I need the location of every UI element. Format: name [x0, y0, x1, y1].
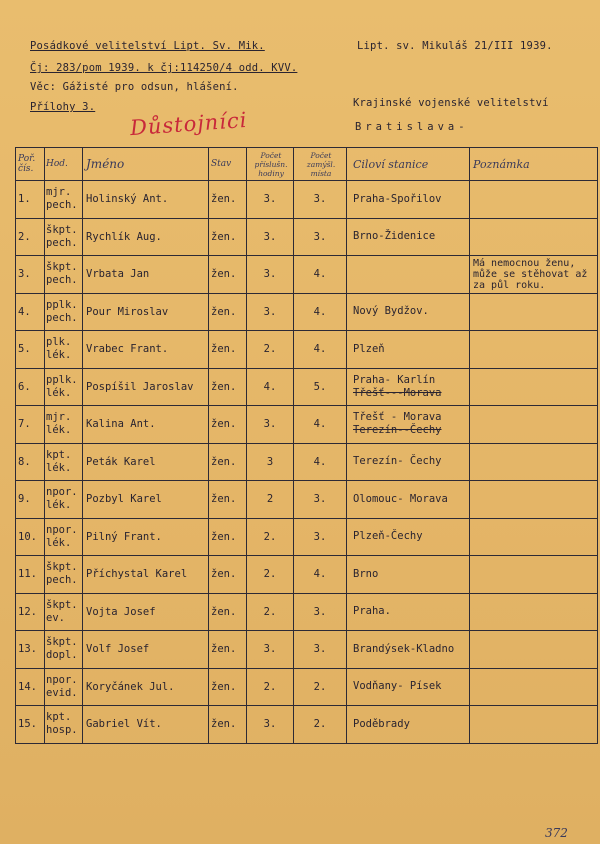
- cell-count-b: 3.: [294, 181, 347, 219]
- cell-name: Pozbyl Karel: [83, 481, 209, 519]
- cell-status: žen.: [209, 481, 247, 519]
- cell-destination: Brandýsek-Kladno: [347, 631, 470, 669]
- cell-count-a: 2.: [247, 556, 294, 594]
- cell-destination: Brno-Židenice: [347, 218, 470, 256]
- cell-count-a: 3.: [247, 218, 294, 256]
- cell-number: 13.: [16, 631, 45, 669]
- cell-number: 6.: [16, 368, 45, 406]
- cell-status: žen.: [209, 331, 247, 369]
- cell-count-a: 3.: [247, 631, 294, 669]
- cell-rank: škpt. dopl.: [45, 631, 83, 669]
- cell-rank: škpt. pech.: [45, 218, 83, 256]
- cell-count-a: 2.: [247, 518, 294, 556]
- cell-destination: Praha-Spořilov: [347, 181, 470, 219]
- cell-name: Gabriel Vít.: [83, 706, 209, 744]
- table-row: [16, 518, 598, 556]
- cell-note: [470, 181, 598, 219]
- cell-note: [470, 406, 598, 444]
- cell-note: [470, 218, 598, 256]
- cell-note: [470, 293, 598, 331]
- cell-status: žen.: [209, 368, 247, 406]
- table-row: [16, 668, 598, 706]
- cell-name: Peták Karel: [83, 443, 209, 481]
- cell-destination: Vodňany- Písek: [347, 668, 470, 706]
- cell-note: [470, 368, 598, 406]
- cell-rank: pplk. lék.: [45, 368, 83, 406]
- cell-number: 11.: [16, 556, 45, 594]
- cell-note: [470, 443, 598, 481]
- cell-number: 5.: [16, 331, 45, 369]
- cell-destination: Nový Bydžov.: [347, 293, 470, 331]
- cell-count-b: 4.: [294, 443, 347, 481]
- cell-name: Příchystal Karel: [83, 556, 209, 594]
- col-header-name: Jméno: [83, 148, 209, 181]
- cell-count-b: 3.: [294, 218, 347, 256]
- header-recipient: Krajinské vojenské velitelství: [353, 97, 549, 109]
- cell-name: Kalina Ant.: [83, 406, 209, 444]
- cell-destination: Plzeň-Čechy: [347, 518, 470, 556]
- table-body: [16, 181, 598, 744]
- cell-name: Rychlík Aug.: [83, 218, 209, 256]
- cell-count-a: 3.: [247, 256, 294, 294]
- table-row: [16, 406, 598, 444]
- cell-destination: [347, 256, 470, 294]
- cell-count-b: 5.: [294, 368, 347, 406]
- cell-number: 8.: [16, 443, 45, 481]
- table-row: [16, 556, 598, 594]
- cell-count-a: 2.: [247, 331, 294, 369]
- cell-name: Koryčánek Jul.: [83, 668, 209, 706]
- col-header-rank: Hod.: [45, 148, 83, 181]
- cell-status: žen.: [209, 293, 247, 331]
- table-row: [16, 631, 598, 669]
- cell-number: 4.: [16, 293, 45, 331]
- col-header-destination: Ciloví stanice: [347, 148, 470, 181]
- cell-count-a: 3.: [247, 406, 294, 444]
- cell-name: Vojta Josef: [83, 593, 209, 631]
- cell-destination: Poděbrady: [347, 706, 470, 744]
- cell-count-b: 4.: [294, 556, 347, 594]
- cell-note: [470, 668, 598, 706]
- table-header-row: [16, 148, 598, 181]
- cell-rank: npor. evid.: [45, 668, 83, 706]
- cell-rank: npor. lék.: [45, 481, 83, 519]
- personnel-table: [15, 147, 598, 744]
- cell-name: Pospíšil Jaroslav: [83, 368, 209, 406]
- cell-count-b: 4.: [294, 406, 347, 444]
- cell-number: 1.: [16, 181, 45, 219]
- cell-status: žen.: [209, 443, 247, 481]
- handwritten-stamp: Důstojníci: [129, 107, 249, 141]
- table-row: [16, 218, 598, 256]
- cell-note: Má nemocnou ženu, může se stěhovat až za půl roku.: [470, 256, 598, 294]
- header-reference: Čj: 283/pom 1939. k čj:114250/4 odd. KVV.: [30, 62, 298, 74]
- cell-destination: Praha- Karlín Třešť---Morava: [347, 368, 470, 406]
- cell-name: Volf Josef: [83, 631, 209, 669]
- cell-status: žen.: [209, 556, 247, 594]
- cell-status: žen.: [209, 518, 247, 556]
- cell-rank: kpt. lék.: [45, 443, 83, 481]
- table-row: [16, 181, 598, 219]
- cell-number: 15.: [16, 706, 45, 744]
- cell-status: žen.: [209, 668, 247, 706]
- cell-count-b: 3.: [294, 481, 347, 519]
- cell-number: 14.: [16, 668, 45, 706]
- folio-number: 372: [545, 826, 568, 840]
- cell-note: [470, 593, 598, 631]
- cell-rank: mjr. pech.: [45, 181, 83, 219]
- cell-rank: plk. lék.: [45, 331, 83, 369]
- header-office: Posádkové velitelství Lipt. Sv. Mik.: [30, 40, 265, 52]
- cell-rank: npor. lék.: [45, 518, 83, 556]
- table-row: [16, 293, 598, 331]
- cell-count-b: 2.: [294, 668, 347, 706]
- cell-status: žen.: [209, 218, 247, 256]
- col-header-count-a: Počet příslušn. hodiny: [247, 148, 294, 181]
- col-header-number: Poř. čís.: [16, 148, 45, 181]
- cell-status: žen.: [209, 593, 247, 631]
- cell-count-a: 2: [247, 481, 294, 519]
- header-city: Bratislava-: [355, 121, 469, 133]
- cell-note: [470, 518, 598, 556]
- cell-status: žen.: [209, 181, 247, 219]
- header-attachments: Přílohy 3.: [30, 101, 96, 113]
- cell-status: žen.: [209, 631, 247, 669]
- cell-rank: kpt. hosp.: [45, 706, 83, 744]
- table-row: [16, 368, 598, 406]
- cell-note: [470, 706, 598, 744]
- cell-destination: Terezín- Čechy: [347, 443, 470, 481]
- header-subject: Věc: Gážisté pro odsun, hlášení.: [30, 81, 239, 93]
- cell-count-a: 3.: [247, 293, 294, 331]
- cell-destination: Olomouc- Morava: [347, 481, 470, 519]
- table-row: [16, 706, 598, 744]
- cell-count-b: 4.: [294, 331, 347, 369]
- cell-rank: škpt. pech.: [45, 256, 83, 294]
- cell-count-a: 3: [247, 443, 294, 481]
- table-row: [16, 256, 598, 294]
- table-row: [16, 443, 598, 481]
- table-row: [16, 593, 598, 631]
- cell-status: žen.: [209, 256, 247, 294]
- cell-count-a: 4.: [247, 368, 294, 406]
- cell-count-b: 2.: [294, 706, 347, 744]
- cell-destination: Plzeň: [347, 331, 470, 369]
- cell-number: 12.: [16, 593, 45, 631]
- cell-rank: škpt. pech.: [45, 556, 83, 594]
- cell-note: [470, 481, 598, 519]
- cell-note: [470, 631, 598, 669]
- col-header-status: Stav: [209, 148, 247, 181]
- cell-name: Pour Miroslav: [83, 293, 209, 331]
- cell-rank: mjr. lék.: [45, 406, 83, 444]
- cell-rank: pplk. pech.: [45, 293, 83, 331]
- table-row: [16, 331, 598, 369]
- cell-name: Vrabec Frant.: [83, 331, 209, 369]
- cell-destination: Praha.: [347, 593, 470, 631]
- header-place-date: Lipt. sv. Mikuláš 21/III 1939.: [357, 40, 553, 52]
- col-header-note: Poznámka: [470, 148, 598, 181]
- cell-name: Vrbata Jan: [83, 256, 209, 294]
- cell-number: 2.: [16, 218, 45, 256]
- cell-number: 10.: [16, 518, 45, 556]
- cell-note: [470, 331, 598, 369]
- cell-count-a: 2.: [247, 593, 294, 631]
- cell-count-b: 4.: [294, 293, 347, 331]
- cell-rank: škpt. ev.: [45, 593, 83, 631]
- cell-note: [470, 556, 598, 594]
- cell-name: Holinský Ant.: [83, 181, 209, 219]
- cell-count-b: 4.: [294, 256, 347, 294]
- cell-count-b: 3.: [294, 593, 347, 631]
- cell-name: Pilný Frant.: [83, 518, 209, 556]
- cell-count-a: 3.: [247, 706, 294, 744]
- cell-count-b: 3.: [294, 518, 347, 556]
- cell-count-a: 2.: [247, 668, 294, 706]
- cell-status: žen.: [209, 706, 247, 744]
- cell-count-a: 3.: [247, 181, 294, 219]
- table-row: [16, 481, 598, 519]
- cell-status: žen.: [209, 406, 247, 444]
- cell-destination: Třešť - Morava Terezín--Čechy: [347, 406, 470, 444]
- cell-number: 7.: [16, 406, 45, 444]
- cell-number: 3.: [16, 256, 45, 294]
- col-header-count-b: Počet zamýšl. místa: [294, 148, 347, 181]
- cell-count-b: 3.: [294, 631, 347, 669]
- cell-number: 9.: [16, 481, 45, 519]
- cell-destination: Brno: [347, 556, 470, 594]
